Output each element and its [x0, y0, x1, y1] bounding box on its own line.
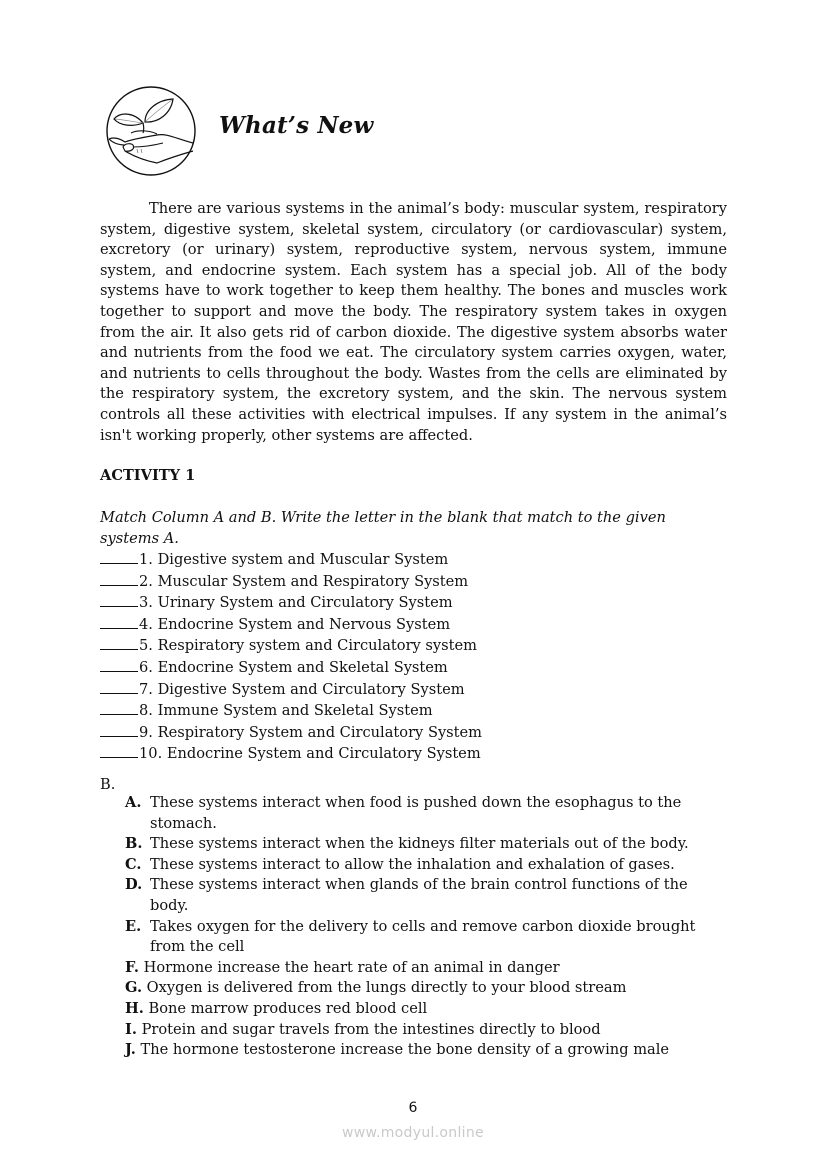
item-text: Urinary System and Circulatory System	[157, 594, 453, 612]
column-b-item	[125, 1040, 705, 1061]
activity-instructions: Match Column A and B. Write the letter in the blank that match to the given systems A.	[100, 509, 666, 547]
item-text: These systems interact when the kidneys filter materials out of the body.	[150, 835, 689, 853]
column-b-item	[125, 917, 705, 958]
item-text: Takes oxygen for the delivery to cells and remove carbon dioxide brought from the cell	[150, 917, 696, 956]
item-number: 2.	[139, 572, 153, 590]
answer-blank[interactable]	[100, 722, 138, 737]
item-letter: F.	[125, 958, 139, 976]
column-b-item	[125, 1020, 705, 1041]
column-b-item	[125, 834, 705, 855]
activity-heading: ACTIVITY 1	[100, 467, 196, 484]
item-text: Oxygen is delivered from the lungs directly to your blood stream	[146, 979, 627, 997]
column-b-item	[125, 958, 705, 979]
item-text: Respiratory system and Circulatory system	[157, 637, 477, 655]
column-a-item	[100, 700, 482, 722]
column-a-item	[100, 657, 482, 679]
answer-blank[interactable]	[100, 571, 138, 586]
item-number: 6.	[139, 658, 153, 676]
answer-blank[interactable]	[100, 635, 138, 650]
answer-blank[interactable]	[100, 592, 138, 607]
column-b-item	[125, 793, 705, 834]
watermark: www.modyul.online	[342, 1125, 484, 1141]
answer-blank[interactable]	[100, 657, 138, 672]
item-number: 9.	[139, 723, 153, 741]
intro-paragraph: There are various systems in the animal’s body: muscular system, respiratory system, digestive system, skeletal system, circulatory (or cardiovascular) system, excretory (or urinary) system, reproductive system, nervous system, immune system, and endocrine system. Each system has a special job. All of the body systems have to work together to keep them healthy. The bones and muscles work together to support and move the body. The respiratory system takes in oxygen from the air. It also gets rid of carbon dioxide. The digestive system absorbs water and nutrients from the food we eat. The circulatory system carries oxygen, water, and nutrients to cells throughout the body. Wastes from the cells are eliminated by the respiratory system, the excretory system, and the skin. The nervous system controls all these activities with electrical impulses. If any system in the animal’s isn't working properly, other systems are affected.	[100, 200, 727, 444]
column-b-label: B.	[100, 776, 116, 793]
column-a-item	[100, 743, 482, 765]
item-text: Hormone increase the heart rate of an animal in danger	[143, 958, 560, 976]
item-text: The hormone testosterone increase the bone density of a growing male	[140, 1041, 670, 1059]
column-a-item	[100, 635, 482, 657]
item-number: 7.	[139, 680, 153, 698]
column-a-item	[100, 679, 482, 701]
answer-blank[interactable]	[100, 614, 138, 629]
item-number: 3.	[139, 594, 153, 612]
column-a-item	[100, 592, 482, 614]
item-letter: A.	[125, 794, 142, 811]
column-b-item	[125, 978, 705, 999]
item-letter: I.	[125, 1020, 137, 1038]
column-a-item	[100, 549, 482, 571]
item-text: These systems interact when food is pushed down the esophagus to the stomach.	[150, 794, 682, 832]
column-a-item	[100, 614, 482, 636]
answer-blank[interactable]	[100, 679, 138, 694]
item-number: 5.	[139, 637, 153, 655]
item-letter: E.	[125, 917, 142, 935]
column-b-list	[125, 793, 705, 1061]
item-text: Endocrine System and Circulatory System	[166, 745, 481, 763]
item-number: 1.	[139, 551, 153, 568]
item-letter: H.	[125, 999, 144, 1017]
hand-with-seedling-icon	[105, 85, 197, 177]
item-text: Digestive System and Circulatory System	[157, 680, 465, 698]
item-letter: B.	[125, 835, 143, 853]
column-b-item	[125, 875, 705, 916]
answer-blank[interactable]	[100, 549, 138, 564]
answer-blank[interactable]	[100, 743, 138, 758]
column-b-item	[125, 855, 705, 876]
item-number: 4.	[139, 615, 153, 633]
item-letter: J.	[125, 1041, 136, 1059]
column-b-item	[125, 999, 705, 1020]
answer-blank[interactable]	[100, 700, 138, 715]
item-text: Muscular System and Respiratory System	[157, 572, 469, 590]
item-letter: D.	[125, 876, 143, 894]
item-text: Endocrine System and Skeletal System	[157, 658, 448, 676]
item-letter: C.	[125, 855, 142, 873]
item-number: 8.	[139, 702, 153, 720]
column-a-list	[100, 549, 482, 765]
item-letter: G.	[125, 979, 143, 997]
column-a-item	[100, 571, 482, 593]
item-text: Immune System and Skeletal System	[157, 702, 433, 720]
item-number: 10.	[139, 745, 163, 763]
section-title: What’s New	[219, 112, 374, 139]
item-text: Respiratory System and Circulatory System	[157, 723, 483, 741]
item-text: Endocrine System and Nervous System	[157, 615, 451, 633]
item-text: Bone marrow produces red blood cell	[148, 999, 428, 1017]
item-text: These systems interact when glands of the brain control functions of the body.	[150, 876, 688, 914]
section-header	[105, 84, 197, 178]
item-text: Digestive system and Muscular System	[157, 551, 449, 568]
item-text: These systems interact to allow the inhalation and exhalation of gases.	[150, 855, 675, 873]
item-text: Protein and sugar travels from the intestines directly to blood	[141, 1020, 601, 1038]
page-number: 6	[408, 1100, 418, 1116]
column-a-item	[100, 722, 482, 744]
